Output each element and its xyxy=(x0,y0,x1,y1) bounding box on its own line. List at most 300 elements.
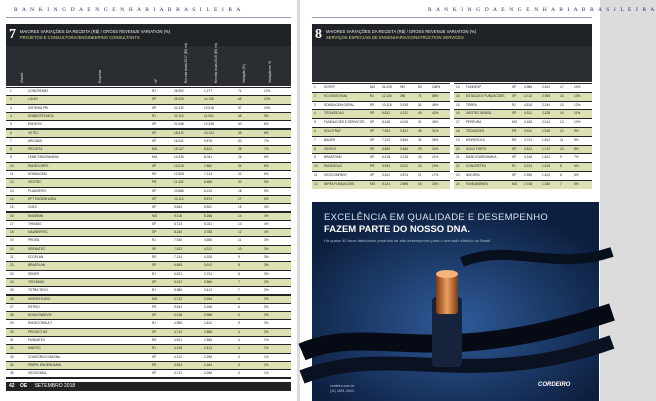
table-cell: GEOTEC BRASIL xyxy=(466,111,492,116)
table-cell: 6 xyxy=(238,304,240,309)
table-cell: 10 xyxy=(560,146,564,151)
table-cell: SONDAGEM GERAL xyxy=(324,102,355,107)
table-cell: GEOCOMPANY xyxy=(324,173,347,177)
table-cell: 2.244 xyxy=(542,102,550,107)
table-cell: 48% xyxy=(432,102,439,107)
table-cell: 2.298 xyxy=(204,354,212,359)
table-cell: SP xyxy=(152,130,157,135)
table-row xyxy=(6,329,291,336)
table-cell: 14 xyxy=(456,93,460,98)
table-cell: 1.612 xyxy=(542,155,550,160)
table-cell: 6.215 xyxy=(204,188,212,193)
table-cell: SP xyxy=(152,138,157,143)
table-cell: 8.512 xyxy=(204,147,212,152)
table-cell: 10 xyxy=(238,246,242,251)
table-cell: 2.164 xyxy=(204,362,212,367)
table-cell: 10% xyxy=(264,105,271,110)
table-cell: 1 xyxy=(314,85,316,89)
table-cell: 8% xyxy=(264,122,269,127)
table-cell: TECNOSOLO xyxy=(324,111,345,116)
table-cell: SP xyxy=(152,163,157,168)
table-cell: 1.177 xyxy=(204,89,212,93)
table-row xyxy=(6,146,291,153)
table-cell: 12 xyxy=(238,230,242,235)
table-cell: 10 xyxy=(10,163,14,168)
table-cell: 41 xyxy=(418,120,422,125)
table-cell: 3% xyxy=(264,238,269,243)
table-cell: 3 xyxy=(238,362,240,367)
table-cell: ENGESOLO xyxy=(324,164,342,169)
table-row xyxy=(454,93,592,101)
table-cell: SP xyxy=(152,188,157,193)
table-cell: SP xyxy=(512,146,517,151)
table-row xyxy=(6,354,291,361)
table-cell: 2 xyxy=(10,97,12,102)
table-cell: 17 xyxy=(10,221,14,226)
table-cell: 19 xyxy=(10,238,14,243)
table-title: MAIORES VARIAÇÕES DA RECEITA (R$) / GROSS REVENUE VARIATION (%) xyxy=(20,29,171,34)
table-cell: 5.874 xyxy=(204,196,212,201)
table-row xyxy=(454,163,592,171)
table-cell: 9% xyxy=(264,113,269,118)
table-cell: RS xyxy=(512,137,517,142)
table-cell: 3.566 xyxy=(204,279,212,284)
table-row xyxy=(312,154,450,162)
table-cell: SP xyxy=(152,205,157,210)
table-cell: 9.876 xyxy=(204,138,212,143)
table-cell: 35% xyxy=(432,120,439,125)
table-cell: 7% xyxy=(574,155,579,160)
table-cell: PROEN xyxy=(28,238,40,243)
table-cell: 4.986 xyxy=(174,321,182,326)
table-cell: THEMAG xyxy=(28,221,42,226)
table-cell: 8.723 xyxy=(174,221,182,226)
table-cell: 11 xyxy=(10,172,14,176)
table-cell: 2.748 xyxy=(524,181,532,186)
table-cell: 11% xyxy=(574,111,581,116)
table-cell: 7% xyxy=(264,138,269,143)
table-cell: 18 xyxy=(418,181,422,186)
table-cell: 6% xyxy=(264,163,269,168)
table-cell: PROJECTUS xyxy=(28,329,48,334)
table-cell: 15 xyxy=(560,102,564,107)
table-cell: NOVA ENGEVIX xyxy=(28,313,52,318)
table-cell: 4.108 xyxy=(524,120,532,125)
table-cell: SP xyxy=(512,85,517,89)
table-cell: 8 xyxy=(314,146,316,151)
table-row xyxy=(6,312,291,319)
table-cell: 3.512 xyxy=(524,146,532,151)
table-cell: MG xyxy=(512,181,518,186)
table-number: 7 xyxy=(9,27,16,42)
table-cell: 12 xyxy=(314,181,318,186)
table-cell: 12% xyxy=(264,89,271,93)
table-cell: PERFURA xyxy=(466,120,482,125)
table-cell: 29 xyxy=(10,321,14,326)
table-cell: 23 xyxy=(10,271,14,276)
table-cell: 2.412 xyxy=(204,346,212,351)
table-cell: ESTEIO xyxy=(28,304,40,309)
table-7-column-headers xyxy=(6,42,291,86)
table-cell: RS xyxy=(152,172,157,176)
table-cell: 6% xyxy=(574,173,579,177)
table-cell: 2.128 xyxy=(542,111,550,116)
table-cell: 17 xyxy=(238,196,242,201)
table-cell: SISTEMA PRI xyxy=(28,105,49,110)
table-row xyxy=(6,287,291,294)
table-cell: 30 xyxy=(10,329,14,334)
table-cell: 22 xyxy=(10,263,14,268)
table-cell: 5.512 xyxy=(382,173,390,177)
table-cell: 3 xyxy=(10,105,12,110)
table-cell: 2% xyxy=(264,296,269,301)
table-row xyxy=(6,246,291,253)
table-cell: 35 xyxy=(10,371,14,376)
table-cell: 396 xyxy=(400,93,406,98)
table-cell: 29 xyxy=(418,146,422,151)
table-cell: 10% xyxy=(574,120,581,125)
column-header: UF xyxy=(154,78,158,83)
table-cell: 23 xyxy=(418,164,422,169)
table-cell: RJ xyxy=(152,271,156,276)
table-cell: 7.662 xyxy=(204,163,212,168)
table-row xyxy=(6,138,291,145)
table-row xyxy=(6,154,291,161)
table-cell: 13% xyxy=(574,93,581,98)
table-cell: 4% xyxy=(264,221,269,226)
table-cell: 9% xyxy=(574,129,579,133)
table-cell: RJ xyxy=(512,164,516,169)
table-cell: ARCADIS xyxy=(28,138,43,143)
table-8-body-left xyxy=(312,83,450,189)
table-cell: 32 xyxy=(10,346,14,351)
table-row xyxy=(6,204,291,211)
table-cell: PR xyxy=(152,304,157,309)
table-cell: SP xyxy=(370,155,375,160)
page-footer xyxy=(6,382,291,391)
table-cell: SP xyxy=(152,263,157,268)
table-cell: 4 xyxy=(10,113,12,118)
table-cell: SENER xyxy=(28,271,39,276)
table-cell: 5.986 xyxy=(174,288,182,293)
table-cell: 27 xyxy=(10,304,14,309)
table-row xyxy=(454,84,592,92)
table-cell: 42% xyxy=(432,111,439,116)
table-row xyxy=(312,172,450,180)
table-cell: 2.048 xyxy=(204,371,212,376)
table-cell: 8.031 xyxy=(204,155,212,160)
table-cell: 8 xyxy=(10,147,12,152)
table-row xyxy=(312,128,450,136)
table-cell: 24% xyxy=(432,146,439,151)
ad-website: cordeiro.com.br xyxy=(330,384,355,388)
table-cell: 4.788 xyxy=(204,230,212,235)
table-row xyxy=(312,93,450,101)
running-header-left: R A N K I N G D A E N G E N H A R I A B R A S I L E I R A xyxy=(14,7,242,13)
table-cell: RJ xyxy=(152,113,156,118)
table-cell: 22 xyxy=(456,164,460,169)
table-row xyxy=(312,84,450,92)
table-cell: BAUER xyxy=(324,137,335,142)
table-cell: RJ xyxy=(152,288,156,293)
table-cell: SP xyxy=(370,137,375,142)
table-cell: MG xyxy=(370,181,376,186)
table-cell: CNEC xyxy=(28,205,38,210)
table-cell: 18.412 xyxy=(174,130,184,135)
table-cell: 22.119 xyxy=(174,113,184,118)
table-cell: 9% xyxy=(574,137,579,142)
table-cell: 23 xyxy=(456,173,460,177)
table-cell: 13 xyxy=(560,120,564,125)
table-cell: 7.212 xyxy=(382,137,390,142)
table-cell: SP xyxy=(152,196,157,201)
table-cell: PR xyxy=(152,180,157,185)
table-cell: 2.874 xyxy=(400,173,408,177)
table-cell: 3% xyxy=(264,271,269,276)
table-cell: 13.215 xyxy=(174,163,184,168)
table-cell: 2% xyxy=(264,279,269,284)
table-cell: RJ xyxy=(370,93,374,98)
column-header: Receita bruta 2017 (R$ mil) xyxy=(184,42,188,83)
table-cell: INFRA FUNDACOES xyxy=(324,181,355,186)
table-row xyxy=(6,188,291,195)
table-cell: FUNDACOES E SERVICOS xyxy=(324,120,365,125)
table-cell: 5.124 xyxy=(382,181,390,186)
table-cell: SP xyxy=(152,105,157,110)
table-cell: 28 xyxy=(10,313,14,318)
table-cell: 49 xyxy=(418,111,422,116)
table-cell: 5.434 xyxy=(174,304,182,309)
running-header-right: R A N K I N G D A E N G E N H A R I A B R A S I L E I R A xyxy=(428,7,656,13)
table-cell: 2.688 xyxy=(204,329,212,334)
table-cell: SP xyxy=(370,111,375,116)
table-cell: 12 xyxy=(10,180,14,185)
table-cell: 15 xyxy=(10,205,14,210)
table-cell: HIDROSOLO xyxy=(466,137,486,142)
table-cell: 5 xyxy=(238,313,240,318)
table-cell: 21% xyxy=(432,155,439,160)
table-cell: 13 xyxy=(10,188,14,193)
ad-headline: EXCELÊNCIA EM QUALIDADE E DESEMPENHO xyxy=(324,212,549,223)
table-cell: SOLO FORTE xyxy=(466,146,487,151)
table-cell: 3.924 xyxy=(174,362,182,367)
table-cell: GEOSONDA xyxy=(28,371,47,376)
table-cell: 21 xyxy=(456,155,460,160)
table-cell: 3.254 xyxy=(204,296,212,301)
table-cell: 7 xyxy=(238,288,240,293)
table-cell: FUNDESP xyxy=(466,85,482,89)
table-cell: 3.724 xyxy=(204,271,212,276)
table-cell: 15 xyxy=(456,102,460,107)
table-cell: MG xyxy=(370,85,376,89)
table-cell: 3.912 xyxy=(204,263,212,268)
table-cell: 16.241 xyxy=(174,138,184,143)
table-cell: PR xyxy=(512,129,517,133)
table-cell: 9 xyxy=(560,155,562,160)
table-cell: 16 xyxy=(10,213,14,218)
table-cell: LEME ENGENHARIA xyxy=(28,155,59,160)
table-cell: 4.521 xyxy=(174,338,182,342)
table-cell: 19% xyxy=(432,164,439,169)
table-cell: SP xyxy=(152,354,157,359)
table-cell: 40 xyxy=(238,122,242,127)
table-cell: 3.644 xyxy=(400,137,408,142)
table-cell: 5 xyxy=(238,321,240,326)
table-cell: 2% xyxy=(264,313,269,318)
table-cell: 34 xyxy=(10,362,14,367)
table-cell: 3% xyxy=(264,255,269,259)
table-cell: 11.432 xyxy=(174,180,184,185)
table-cell: 4.712 xyxy=(174,329,182,334)
table-cell: 9.654 xyxy=(174,205,182,210)
header-rule xyxy=(6,17,291,18)
table-row xyxy=(6,320,291,327)
table-cell: PROJETA xyxy=(28,147,43,152)
table-cell: MAUBERTEC xyxy=(28,230,48,235)
table-cell: SP xyxy=(370,146,375,151)
table-cell: 17 xyxy=(560,85,564,89)
table-cell: FUNDATEC xyxy=(28,338,46,342)
table-cell: ENGEVIX xyxy=(28,122,43,127)
table-cell: 6.845 xyxy=(174,263,182,268)
table-cell: 13.018 xyxy=(204,105,214,110)
table-cell: 21.548 xyxy=(174,122,184,127)
table-cell: 26 xyxy=(10,296,14,301)
page-number: 42 xyxy=(9,383,15,389)
table-cell: TECNOGEO xyxy=(466,129,485,133)
table-cell: 11 xyxy=(238,238,242,243)
table-cell: 15.127 xyxy=(174,147,184,152)
table-row xyxy=(454,110,592,118)
table-cell: 2.968 xyxy=(204,313,212,318)
table-cell: 31 xyxy=(10,338,14,342)
table-cell: 9 xyxy=(314,155,316,160)
table-cell: 3.412 xyxy=(204,288,212,293)
table-cell: 8 xyxy=(560,164,562,169)
table-cell: 83 xyxy=(418,85,422,89)
table-cell: 16 xyxy=(560,93,564,98)
table-cell: HIDROSTUDIO xyxy=(28,296,51,301)
table-cell: RJ xyxy=(152,346,156,351)
table-title: MAIORES VARIAÇÕES DA RECEITA (R$) / GROSS REVENUE VARIATION (%) xyxy=(326,29,477,34)
table-cell: SONDOTÉCNICA xyxy=(28,113,54,118)
table-cell: 18 xyxy=(238,188,242,193)
ad-headline-bold: FAZEM PARTE DO NOSSO DNA. xyxy=(324,224,471,235)
table-cell: 5% xyxy=(264,180,269,185)
table-cell: GEOFIX xyxy=(324,146,337,151)
table-cell: 3.724 xyxy=(524,137,532,142)
table-cell: 3.108 xyxy=(204,304,212,309)
table-cell: 8 xyxy=(238,263,240,268)
table-cell: 4.318 xyxy=(174,346,182,351)
table-cell: 14 xyxy=(238,213,242,218)
table-cell: 24.132 xyxy=(174,105,184,110)
table-cell: 12% xyxy=(574,102,581,107)
table-cell: 1.812 xyxy=(542,137,550,142)
table-cell: SP xyxy=(152,230,157,235)
table-cell: 11 xyxy=(314,173,318,177)
table-cell: ECOPLAN xyxy=(28,255,44,259)
table-row xyxy=(6,262,291,269)
table-cell: 34.225 xyxy=(382,85,392,89)
table-cell: 15% xyxy=(432,181,439,186)
table-cell: 4.312 xyxy=(204,246,212,251)
table-7-header xyxy=(6,24,291,46)
table-cell: 26.952 xyxy=(174,89,184,93)
table-cell: 2% xyxy=(264,321,269,326)
table-cell: 5 xyxy=(10,122,12,127)
table-row xyxy=(6,113,291,120)
table-cell: 108% xyxy=(432,85,441,89)
table-row xyxy=(6,237,291,244)
table-row xyxy=(312,110,450,118)
table-cell: 38 xyxy=(418,129,422,133)
table-cell: SP xyxy=(152,313,157,318)
magazine-name: OE xyxy=(19,383,28,389)
table-cell: 14% xyxy=(574,85,581,89)
table-cell: 21 xyxy=(10,255,14,259)
table-cell: TETRA TECH xyxy=(28,288,48,293)
column-header: Variação em % xyxy=(268,60,272,83)
table-cell: 25.325 xyxy=(174,97,184,102)
header-rule xyxy=(312,17,592,18)
table-cell: SONDAGEM xyxy=(28,172,47,176)
table-cell: ENGECONSULT xyxy=(28,321,53,326)
table-cell: GEOTEC xyxy=(28,180,42,185)
table-cell: 1.518 xyxy=(542,164,550,169)
table-cell: BRASPLAN xyxy=(28,263,46,268)
table-cell: CONSÓRCIO MAGNA xyxy=(28,354,61,359)
table-cell: 21 xyxy=(418,173,422,177)
table-cell: 32 xyxy=(418,137,422,142)
table-cell: 4% xyxy=(264,230,269,235)
table-cell: 7 xyxy=(238,279,240,284)
table-cell: 6% xyxy=(264,172,269,176)
table-cell: ECOSSISTEMA xyxy=(324,93,348,98)
table-subtitle: SERVIÇOS ESPECIAIS DE ENGENHARIA/CONSTRUCTION SERVICES xyxy=(326,35,464,40)
table-cell: 5.712 xyxy=(174,296,182,301)
table-row xyxy=(6,271,291,278)
table-cell: SP xyxy=(152,246,157,251)
table-cell: 3.918 xyxy=(400,102,408,107)
table-cell: SOTEP xyxy=(324,85,335,89)
table-cell: 12.130 xyxy=(382,93,392,98)
table-cell: TECHNUM xyxy=(28,279,44,284)
ad-tagline: Há quase 40 anos fabricando produtos de alto desempenho para o mercado elétrico do Brasil. xyxy=(324,238,492,243)
table-8-header xyxy=(312,24,592,46)
table-row xyxy=(6,130,291,137)
table-cell: 7.134 xyxy=(174,255,182,259)
table-cell: 6 xyxy=(238,296,240,301)
table-cell: 5% xyxy=(574,181,579,186)
table-row xyxy=(6,345,291,352)
table-cell: 2.936 xyxy=(524,173,532,177)
table-subtitle: PROJETOS E CONSULTORIA/ENGINEERING CONSULTANTS xyxy=(20,35,140,40)
table-cell: SP xyxy=(152,279,157,284)
table-cell: 26% xyxy=(432,137,439,142)
table-cell: RS xyxy=(370,102,375,107)
table-cell: 8 xyxy=(238,271,240,276)
table-cell: 13 xyxy=(238,221,242,226)
table-cell: 20 xyxy=(10,246,14,251)
table-cell: 3.124 xyxy=(524,164,532,169)
table-cell: SP xyxy=(512,111,517,116)
table-cell: 9.118 xyxy=(174,213,182,218)
table-cell: ENGEMIN xyxy=(28,213,43,218)
table-cell: 45 xyxy=(238,113,242,118)
table-cell: 71 xyxy=(418,93,422,98)
table-row xyxy=(312,146,450,154)
